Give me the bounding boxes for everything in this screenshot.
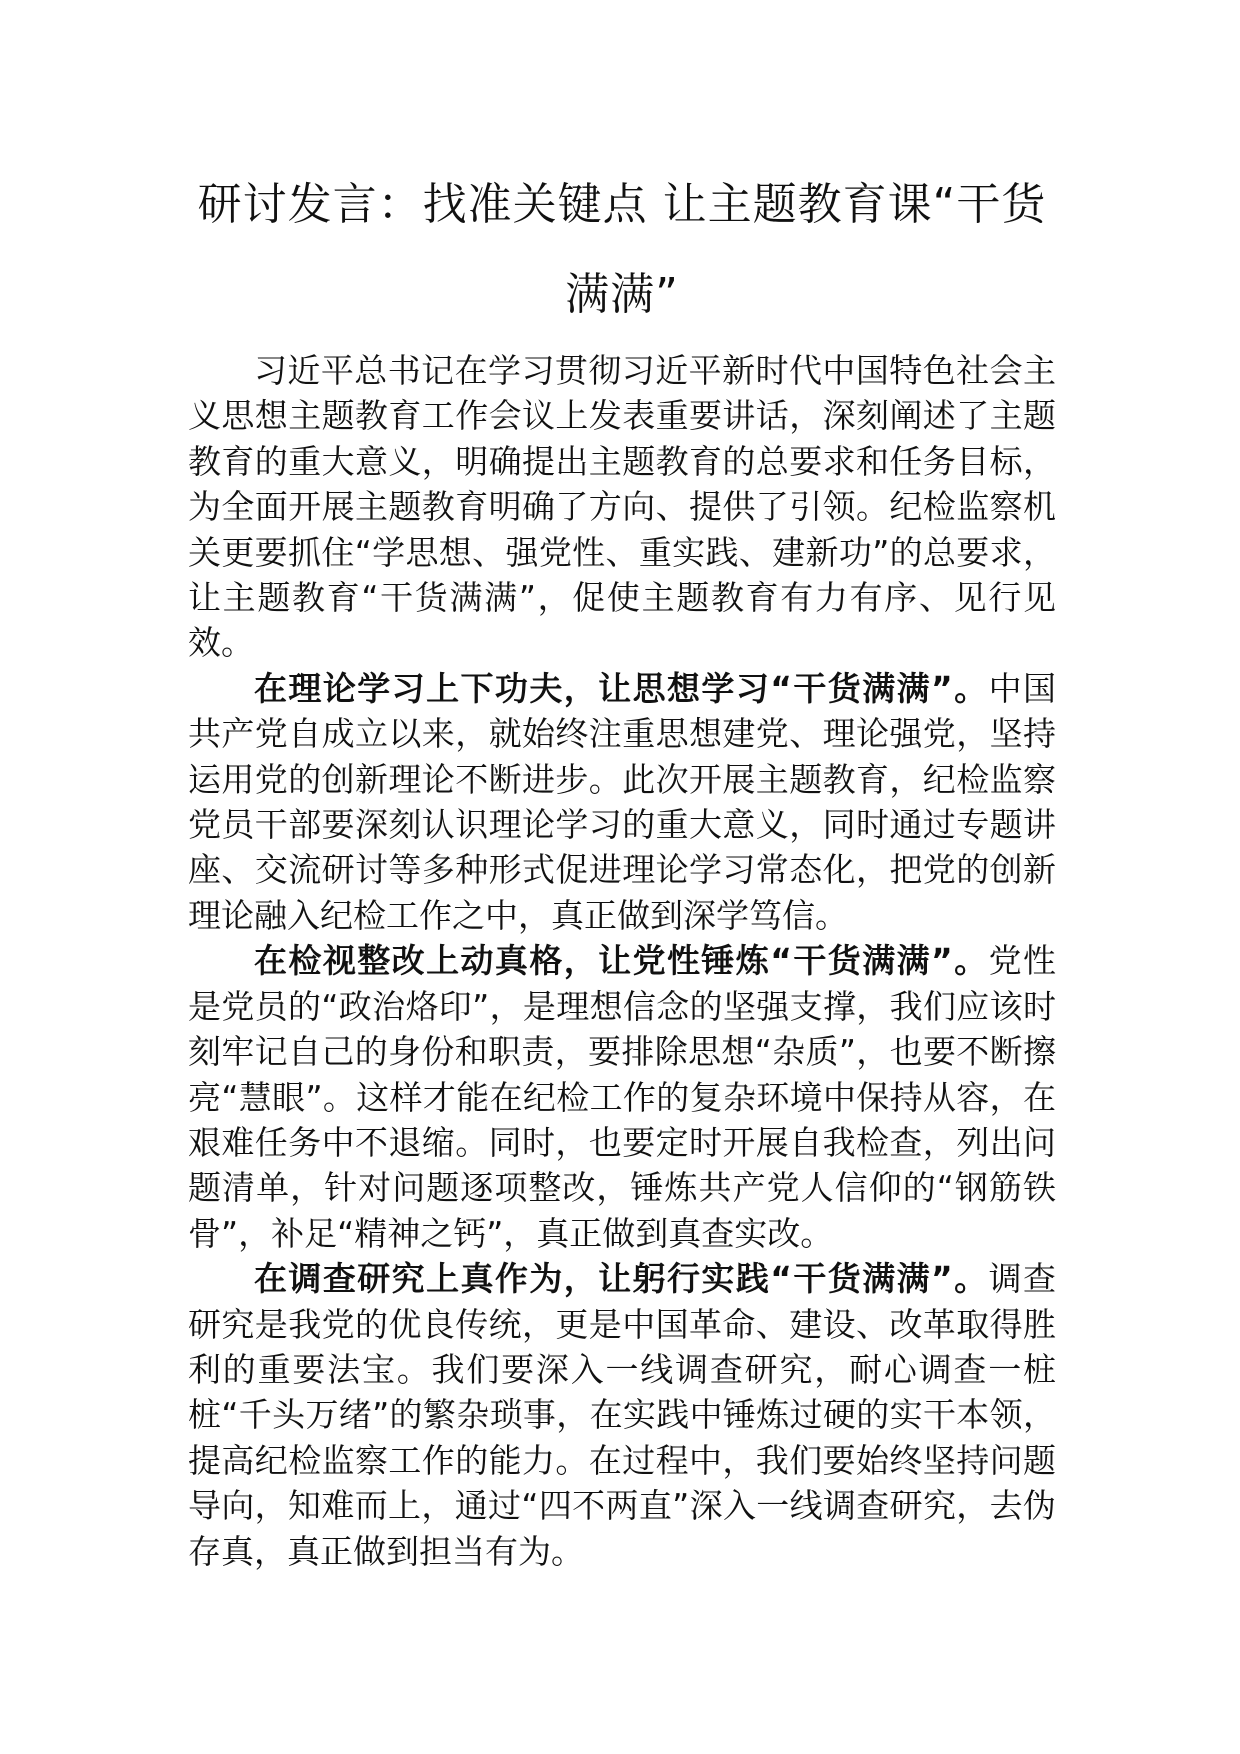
paragraph-investigation-research: [188, 1256, 1056, 1574]
paragraph-lead: 在检视整改上动真格，让党性锤炼“干货满满”。: [254, 941, 989, 981]
paragraph-text: 中国共产党自成立以来，就始终注重思想建党、理论强党，坚持运用党的创新理论不断进步。此次开展主题教育，纪检监察党员干部要深刻认识理论学习的重大意义，同时通过专题讲座、交流研讨等多种形式促进理论学习常态化，把党的创新理论融入纪检工作之中，真正做到深学笃信。: [188, 668, 1056, 935]
paragraph-text: 党性是党员的“政治烙印”，是理想信念的坚强支撑，我们应该时刻牢记自己的身份和职责，要排除思想“杂质”，也要不断擦亮“慧眼”。这样才能在纪检工作的复杂环境中保持从容，在艰难任务中不退缩。同时，也要定时开展自我检查，列出问题清单，针对问题逐项整改，锤炼共产党人信仰的“钢筋铁骨”，补足“精神之钙”，真正做到真查实改。: [188, 941, 1056, 1253]
paragraph-text: 习近平总书记在学习贯彻习近平新时代中国特色社会主义思想主题教育工作会议上发表重要讲话，深刻阐述了主题教育的重大意义，明确提出主题教育的总要求和任务目标，为全面开展主题教育明确了方向、提供了引领。纪检监察机关更要抓住“学思想、强党性、重实践、建新功”的总要求，让主题教育“干货满满”，促使主题教育有力有序、见行见效。: [188, 351, 1056, 663]
paragraph-lead: 在调查研究上真作为，让躬行实践“干货满满”。: [254, 1259, 989, 1299]
paragraph-lead: 在理论学习上下功夫，让思想学习“干货满满”。: [254, 668, 989, 708]
paragraph-text: 调查研究是我党的优良传统，更是中国革命、建设、改革取得胜利的重要法宝。我们要深入一线调查研究，耐心调查一桩桩“千头万绪”的繁杂琐事，在实践中锤炼过硬的实干本领，提高纪检监察工作的能力。在过程中，我们要始终坚持问题导向，知难而上，通过“四不两直”深入一线调查研究，去伪存真，真正做到担当有为。: [188, 1259, 1056, 1571]
paragraph-theory-study: [188, 666, 1056, 938]
document-page: [188, 160, 1056, 1574]
document-title: 研讨发言：找准关键点 让主题教育课“干货满满”: [197, 179, 1047, 320]
paragraph-intro: [188, 348, 1056, 666]
paragraph-inspection-rectification: [188, 938, 1056, 1256]
